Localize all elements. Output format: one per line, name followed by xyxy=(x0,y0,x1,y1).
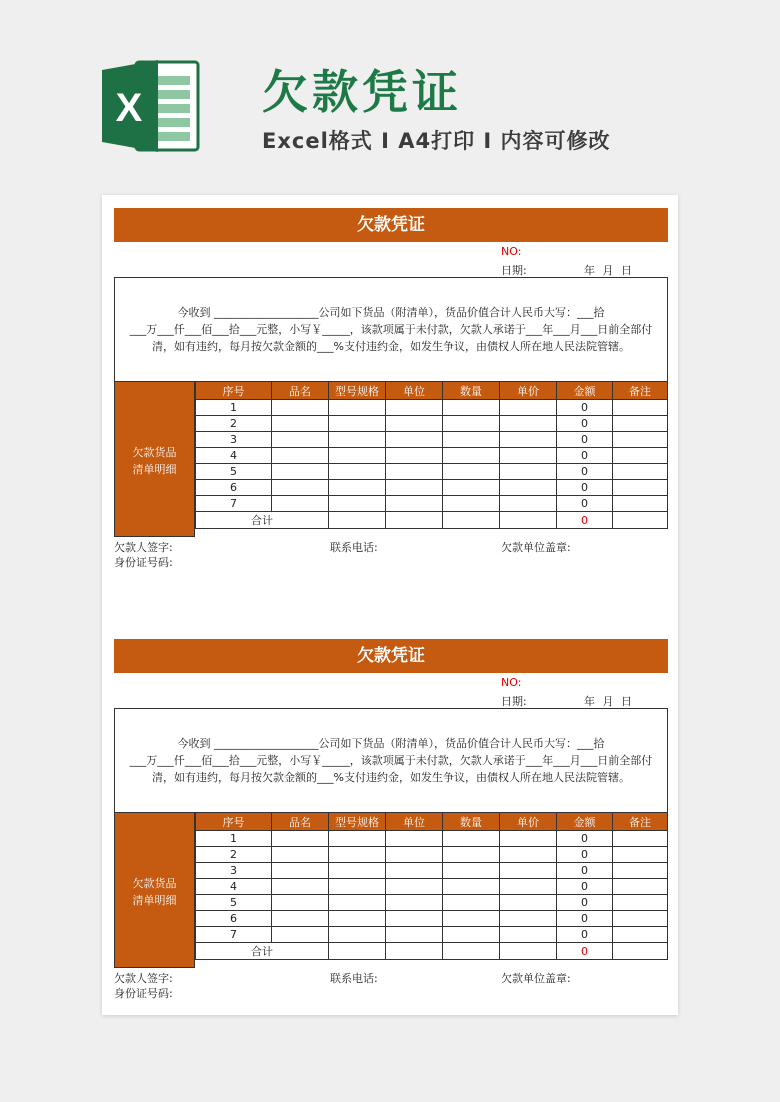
table-row: 7 0 xyxy=(196,496,668,512)
col-header: 序号 xyxy=(196,813,272,831)
statement-line: ___万___仟___佰___拾___元整，小写￥_____，该款项属于未付款，欠款人承诺于___年___月___日前全部付 xyxy=(129,754,653,767)
statement-line: ___万___仟___佰___拾___元整，小写￥_____，该款项属于未付款，欠款人承诺于___年___月___日前全部付 xyxy=(129,323,653,336)
date-ymd: 年 月 日 xyxy=(584,695,632,708)
col-header: 品名 xyxy=(272,813,329,831)
phone-label: 联系电话: xyxy=(330,972,378,985)
statement-line: 清，如有违约，每月按欠款金额的___%支付违约金，如发生争议，由债权人所在地人民法院管辖。 xyxy=(152,771,630,784)
items-table xyxy=(195,812,668,960)
statement-box xyxy=(114,708,668,814)
col-header: 单价 xyxy=(500,813,557,831)
stamp-label: 欠款单位盖章: xyxy=(501,541,571,554)
total-row: 合计 0 xyxy=(196,943,668,960)
table-header-row xyxy=(196,382,668,400)
col-header: 备注 xyxy=(613,382,668,400)
id-number-label: 身份证号码: xyxy=(114,556,173,569)
table-row: 2 0 xyxy=(196,416,668,432)
debtor-sign-label: 欠款人签字: xyxy=(114,972,173,985)
statement-box xyxy=(114,277,668,383)
detail-side-label: 欠款货品 清单明细 xyxy=(114,381,195,537)
col-header: 品名 xyxy=(272,382,329,400)
statement-line: 清，如有违约，每月按欠款金额的___%支付违约金，如发生争议，由债权人所在地人民法院管辖。 xyxy=(152,340,630,353)
table-row: 4 0 xyxy=(196,879,668,895)
items-table xyxy=(195,381,668,529)
table-row: 3 0 xyxy=(196,863,668,879)
document-page xyxy=(102,195,678,1015)
page-title: 欠款凭证 xyxy=(262,65,462,119)
col-header: 型号规格 xyxy=(329,382,386,400)
table-row: 1 0 xyxy=(196,400,668,416)
table-row: 4 0 xyxy=(196,448,668,464)
col-header: 金额 xyxy=(557,382,613,400)
col-header: 单位 xyxy=(386,382,443,400)
no-label: NO: xyxy=(501,245,522,258)
col-header: 数量 xyxy=(443,813,500,831)
debtor-sign-label: 欠款人签字: xyxy=(114,541,173,554)
col-header: 金额 xyxy=(557,813,613,831)
phone-label: 联系电话: xyxy=(330,541,378,554)
col-header: 单价 xyxy=(500,382,557,400)
id-number-label: 身份证号码: xyxy=(114,987,173,1000)
table-row: 1 0 xyxy=(196,831,668,847)
col-header: 型号规格 xyxy=(329,813,386,831)
statement-line: 今收到 ___________________公司如下货品（附清单），货品价值合计人民币大写：___拾 xyxy=(177,306,605,319)
table-row: 5 0 xyxy=(196,895,668,911)
statement-line: 今收到 ___________________公司如下货品（附清单），货品价值合计人民币大写：___拾 xyxy=(177,737,605,750)
table-row: 2 0 xyxy=(196,847,668,863)
table-row: 7 0 xyxy=(196,927,668,943)
voucher-title: 欠款凭证 xyxy=(114,208,668,242)
no-label: NO: xyxy=(501,676,522,689)
table-header-row xyxy=(196,813,668,831)
col-header: 序号 xyxy=(196,382,272,400)
col-header: 单位 xyxy=(386,813,443,831)
detail-side-label: 欠款货品 清单明细 xyxy=(114,812,195,968)
stamp-label: 欠款单位盖章: xyxy=(501,972,571,985)
voucher-title: 欠款凭证 xyxy=(114,639,668,673)
col-header: 备注 xyxy=(613,813,668,831)
date-label: 日期: xyxy=(501,695,527,708)
table-row: 5 0 xyxy=(196,464,668,480)
excel-icon xyxy=(102,58,200,154)
table-row: 6 0 xyxy=(196,480,668,496)
table-row: 6 0 xyxy=(196,911,668,927)
total-row: 合计 0 xyxy=(196,512,668,529)
table-row: 3 0 xyxy=(196,432,668,448)
svg-text:X: X xyxy=(115,86,143,130)
date-label: 日期: xyxy=(501,264,527,277)
col-header: 数量 xyxy=(443,382,500,400)
date-ymd: 年 月 日 xyxy=(584,264,632,277)
page-subtitle: Excel格式 I A4打印 I 内容可修改 xyxy=(262,129,611,153)
